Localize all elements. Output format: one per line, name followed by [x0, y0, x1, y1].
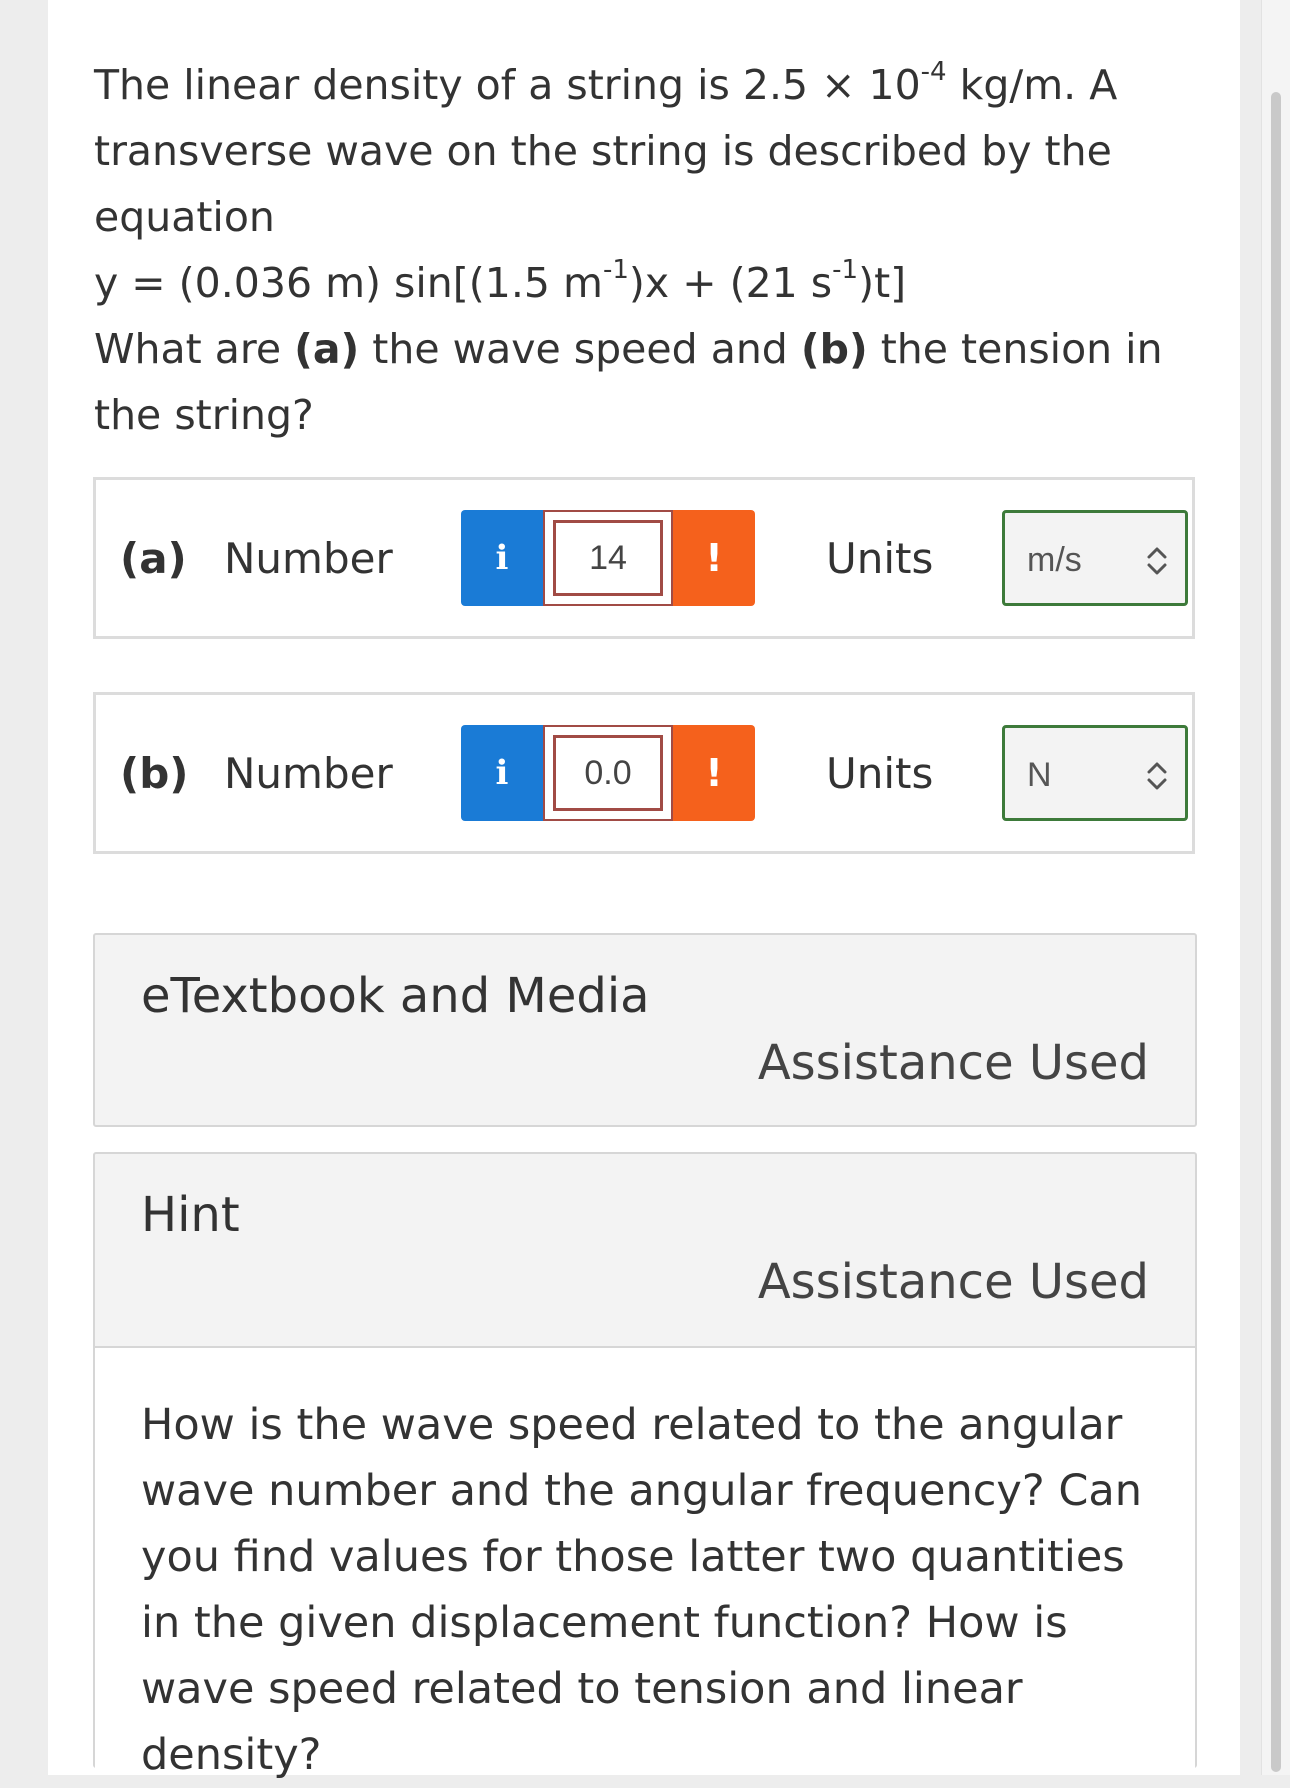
question-line-3: equation [94, 193, 275, 241]
question-ask: What are (a) the wave speed and (b) the tension in [94, 325, 1163, 373]
units-value-a: m/s [1027, 541, 1082, 579]
info-icon[interactable]: i [461, 725, 543, 821]
part-label-a: (a) [120, 534, 187, 583]
units-select-b[interactable] [1002, 725, 1188, 821]
hint-text: How is the wave speed related to the angular wave number and the angular frequency? Can you find values for those latter two quantities in the given displacement function? How is wave speed related to tension and linear density? [141, 1400, 1142, 1780]
units-label-a: Units [826, 534, 934, 583]
units-value-b: N [1027, 756, 1052, 794]
units-label-b: Units [826, 749, 934, 798]
assistance-used-label: Assistance Used [757, 1035, 1149, 1091]
question-ask-end: the string? [94, 391, 314, 439]
number-input-frame-b [543, 725, 673, 821]
chevron-updown-icon [1145, 758, 1169, 794]
etextbook-media-panel[interactable] [93, 933, 1197, 1127]
etextbook-title: eTextbook and Media [141, 968, 650, 1024]
scrollbar[interactable] [1261, 0, 1290, 1775]
wave-equation: y = (0.036 m) sin[(1.5 $m^{-1})x + (21$ $s^{-1})t$] [94, 255, 907, 307]
question-line-1: The linear density of a string is $2.5 \times 10^{-4}$ kg/m. A [94, 57, 1118, 109]
question-text [94, 52, 1174, 448]
number-label-b: Number [224, 749, 393, 798]
number-input-a[interactable]: 14 [553, 520, 663, 596]
number-input-b[interactable]: 0.0 [553, 735, 663, 811]
answer-row-b [93, 692, 1195, 854]
warning-icon[interactable]: ! [673, 510, 755, 606]
answer-row-a [93, 477, 1195, 639]
chevron-updown-icon [1145, 543, 1169, 579]
number-input-frame-a [543, 510, 673, 606]
hint-panel [93, 1152, 1197, 1780]
question-line-2: transverse wave on the string is described by the [94, 127, 1112, 175]
warning-icon[interactable]: ! [673, 725, 755, 821]
info-icon[interactable]: i [461, 510, 543, 606]
hint-body [95, 1346, 1195, 1780]
assistance-used-label: Assistance Used [757, 1254, 1149, 1310]
hint-title[interactable]: Hint [141, 1187, 240, 1243]
units-select-a[interactable] [1002, 510, 1188, 606]
part-label-b: (b) [120, 749, 189, 798]
number-label-a: Number [224, 534, 393, 583]
scrollbar-thumb[interactable] [1271, 92, 1281, 1772]
